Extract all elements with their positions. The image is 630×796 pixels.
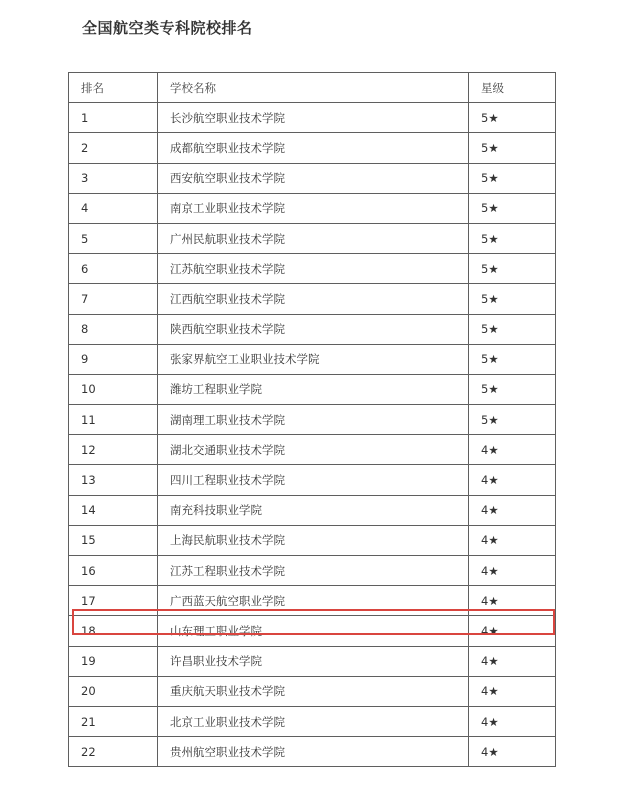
- rank-cell: 15: [69, 525, 158, 555]
- rank-cell: 22: [69, 737, 158, 767]
- stars-cell: 4★: [469, 465, 556, 495]
- table-row: [69, 193, 556, 223]
- header-rank: 排名: [69, 73, 158, 103]
- rank-cell: 17: [69, 586, 158, 616]
- rank-cell: 12: [69, 435, 158, 465]
- rank-cell: 10: [69, 374, 158, 404]
- stars-cell: 4★: [469, 435, 556, 465]
- stars-cell: 5★: [469, 374, 556, 404]
- school-name-cell: 上海民航职业技术学院: [158, 525, 469, 555]
- rank-cell: 14: [69, 495, 158, 525]
- rank-cell: 5: [69, 223, 158, 253]
- table-row: [69, 676, 556, 706]
- table-body: [69, 103, 556, 767]
- stars-cell: 5★: [469, 344, 556, 374]
- stars-cell: 5★: [469, 223, 556, 253]
- school-name-cell: 湖北交通职业技术学院: [158, 435, 469, 465]
- stars-cell: 5★: [469, 314, 556, 344]
- stars-cell: 4★: [469, 616, 556, 646]
- school-name-cell: 江西航空职业技术学院: [158, 284, 469, 314]
- school-name-cell: 长沙航空职业技术学院: [158, 103, 469, 133]
- stars-cell: 5★: [469, 103, 556, 133]
- rank-cell: 6: [69, 254, 158, 284]
- stars-cell: 4★: [469, 646, 556, 676]
- table-header-row: [69, 73, 556, 103]
- school-name-cell: 潍坊工程职业学院: [158, 374, 469, 404]
- rank-cell: 7: [69, 284, 158, 314]
- ranking-table-wrapper: [68, 72, 555, 767]
- table-row: [69, 586, 556, 616]
- table-row: [69, 616, 556, 646]
- stars-cell: 4★: [469, 586, 556, 616]
- school-name-cell: 成都航空职业技术学院: [158, 133, 469, 163]
- rank-cell: 16: [69, 556, 158, 586]
- school-name-cell: 江苏航空职业技术学院: [158, 254, 469, 284]
- school-name-cell: 西安航空职业技术学院: [158, 163, 469, 193]
- stars-cell: 4★: [469, 556, 556, 586]
- school-name-cell: 广州民航职业技术学院: [158, 223, 469, 253]
- table-row: [69, 405, 556, 435]
- stars-cell: 5★: [469, 133, 556, 163]
- rank-cell: 18: [69, 616, 158, 646]
- rank-cell: 13: [69, 465, 158, 495]
- table-row: [69, 706, 556, 736]
- stars-cell: 5★: [469, 405, 556, 435]
- table-row: [69, 223, 556, 253]
- table-row: [69, 556, 556, 586]
- school-name-cell: 南充科技职业学院: [158, 495, 469, 525]
- table-row: [69, 103, 556, 133]
- stars-cell: 5★: [469, 163, 556, 193]
- table-row: [69, 646, 556, 676]
- stars-cell: 5★: [469, 284, 556, 314]
- rank-cell: 20: [69, 676, 158, 706]
- table-row: [69, 435, 556, 465]
- table-row: [69, 465, 556, 495]
- school-name-cell: 山东理工职业学院: [158, 616, 469, 646]
- table-row: [69, 314, 556, 344]
- table-row: [69, 525, 556, 555]
- table-row: [69, 133, 556, 163]
- school-name-cell: 四川工程职业技术学院: [158, 465, 469, 495]
- rank-cell: 1: [69, 103, 158, 133]
- rank-cell: 2: [69, 133, 158, 163]
- school-name-cell: 湖南理工职业技术学院: [158, 405, 469, 435]
- school-name-cell: 张家界航空工业职业技术学院: [158, 344, 469, 374]
- table-row: [69, 284, 556, 314]
- school-name-cell: 广西蓝天航空职业学院: [158, 586, 469, 616]
- page-title: 全国航空类专科院校排名: [82, 19, 253, 37]
- table-row: [69, 374, 556, 404]
- stars-cell: 4★: [469, 525, 556, 555]
- school-name-cell: 贵州航空职业技术学院: [158, 737, 469, 767]
- header-stars: 星级: [469, 73, 556, 103]
- rank-cell: 9: [69, 344, 158, 374]
- rank-cell: 4: [69, 193, 158, 223]
- header-school-name: 学校名称: [158, 73, 469, 103]
- school-name-cell: 重庆航天职业技术学院: [158, 676, 469, 706]
- rank-cell: 8: [69, 314, 158, 344]
- stars-cell: 4★: [469, 706, 556, 736]
- stars-cell: 4★: [469, 676, 556, 706]
- table-row: [69, 344, 556, 374]
- table-row: [69, 737, 556, 767]
- stars-cell: 5★: [469, 193, 556, 223]
- rank-cell: 11: [69, 405, 158, 435]
- school-name-cell: 江苏工程职业技术学院: [158, 556, 469, 586]
- stars-cell: 5★: [469, 254, 556, 284]
- school-name-cell: 南京工业职业技术学院: [158, 193, 469, 223]
- stars-cell: 4★: [469, 495, 556, 525]
- stars-cell: 4★: [469, 737, 556, 767]
- school-name-cell: 陕西航空职业技术学院: [158, 314, 469, 344]
- table-row: [69, 495, 556, 525]
- school-name-cell: 北京工业职业技术学院: [158, 706, 469, 736]
- ranking-table: [68, 72, 556, 767]
- school-name-cell: 许昌职业技术学院: [158, 646, 469, 676]
- table-row: [69, 163, 556, 193]
- rank-cell: 19: [69, 646, 158, 676]
- rank-cell: 3: [69, 163, 158, 193]
- rank-cell: 21: [69, 706, 158, 736]
- table-row: [69, 254, 556, 284]
